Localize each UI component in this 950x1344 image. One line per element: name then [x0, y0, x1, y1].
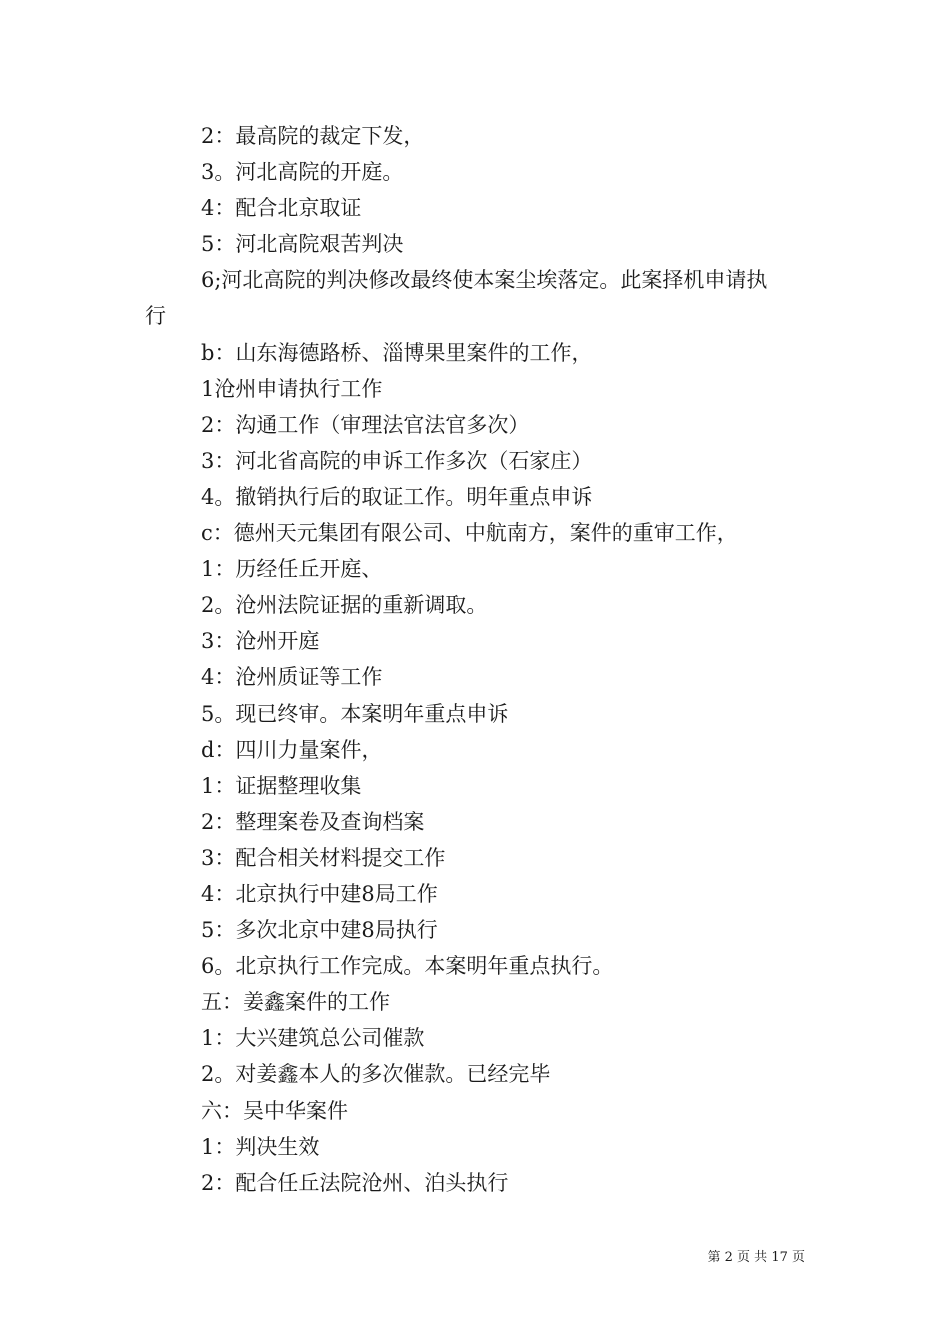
document-line: 1：判决生效	[201, 1134, 320, 1159]
document-line: 5：多次北京中建8局执行	[201, 918, 438, 943]
document-body	[145, 118, 810, 1201]
document-line: 1：历经任丘开庭、	[201, 557, 383, 582]
document-line: 4：沧州质证等工作	[201, 665, 383, 690]
document-line: 2：最高院的裁定下发，	[201, 124, 425, 148]
document-line: 3：河北省高院的申诉工作多次（石家庄）	[201, 448, 593, 473]
document-line: 4。撤销执行后的取证工作。明年重点申诉	[201, 484, 593, 509]
document-line: 5：河北高院艰苦判决	[201, 232, 404, 257]
document-line: b：山东海德路桥、淄博果里案件的工作，	[201, 340, 593, 365]
document-line: 六：吴中华案件	[201, 1098, 348, 1123]
document-line: 3。河北高院的开庭。	[201, 160, 404, 185]
document-line: d：四川力量案件，	[201, 737, 383, 762]
document-line: 4：配合北京取证	[201, 196, 362, 221]
document-line: 1沧州申请执行工作	[201, 376, 383, 401]
page-footer: 第 2 页 共 17 页	[707, 1250, 805, 1265]
document-line: 1：大兴建筑总公司催款	[201, 1026, 425, 1051]
document-line: 2。沧州法院证据的重新调取。	[201, 593, 488, 618]
document-line: 五：姜鑫案件的工作	[201, 990, 390, 1015]
document-line: 3：沧州开庭	[201, 629, 320, 654]
document-line: 6;河北高院的判决修改最终使本案尘埃落定。此案择机申请执	[201, 268, 768, 293]
document-line: 2：整理案卷及查询档案	[201, 809, 425, 834]
document-line: 2。对姜鑫本人的多次催款。已经完毕	[201, 1062, 551, 1087]
document-line: 3：配合相关材料提交工作	[201, 845, 446, 870]
document-line: 5。现已终审。本案明年重点申诉	[201, 701, 509, 726]
document-line: 6。北京执行工作完成。本案明年重点执行。	[201, 954, 614, 979]
document-line: 2：配合任丘法院沧州、泊头执行	[201, 1170, 509, 1195]
document-line: 行	[145, 304, 166, 329]
document-line: 2：沟通工作（审理法官法官多次）	[201, 412, 530, 437]
document-line: c：德州天元集团有限公司、中航南方，案件的重审工作，	[201, 521, 738, 546]
document-line: 1：证据整理收集	[201, 773, 362, 798]
document-line: 4：北京执行中建8局工作	[201, 881, 438, 906]
